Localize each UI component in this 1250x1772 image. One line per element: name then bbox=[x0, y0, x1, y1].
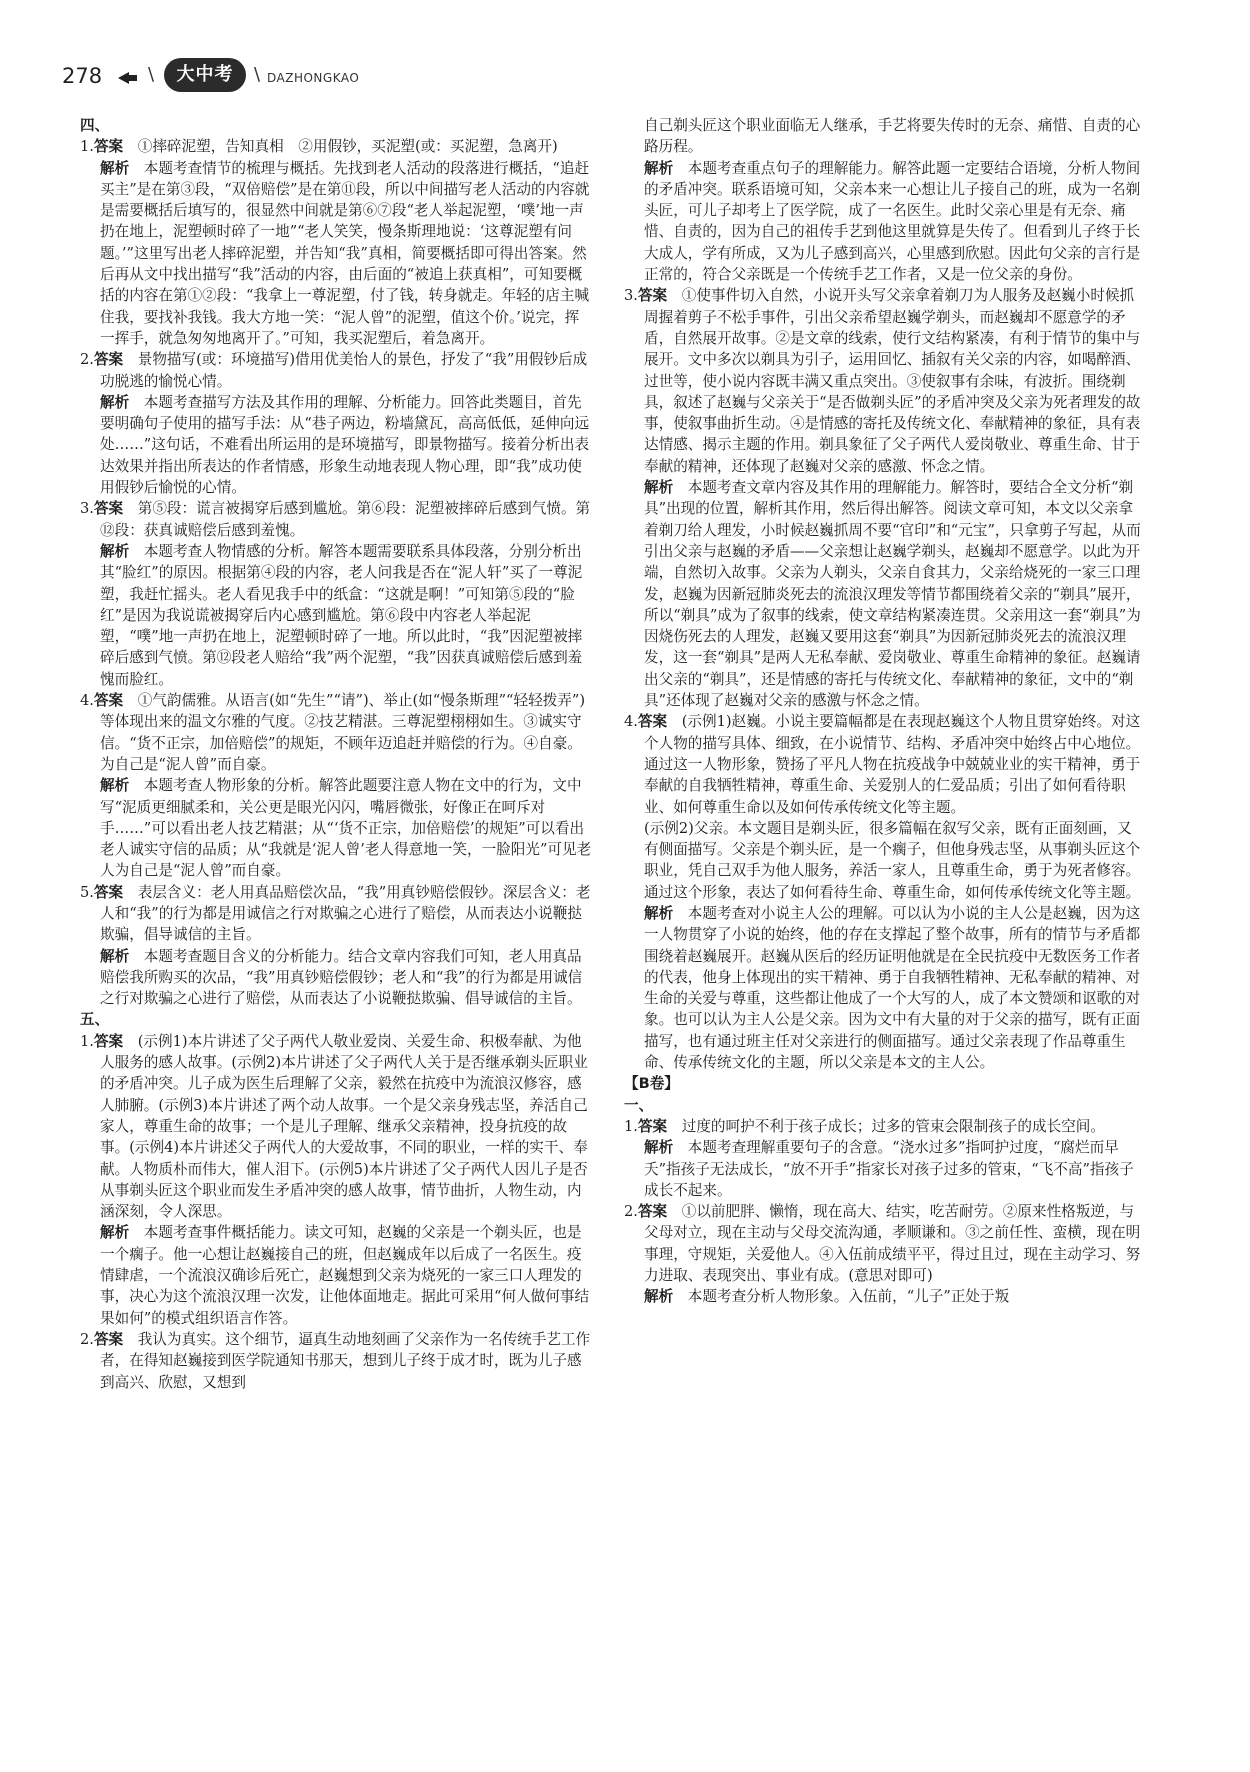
answer-label: 答案 bbox=[637, 1117, 668, 1135]
section-heading: 五、 bbox=[80, 1011, 110, 1029]
answer-item bbox=[80, 349, 593, 392]
brand-badge: 大中考 bbox=[164, 58, 246, 92]
slash-divider: \ bbox=[254, 64, 261, 85]
explanation-item bbox=[80, 946, 593, 1010]
item-number: 1. bbox=[624, 1117, 638, 1135]
answer-text: 景物描写(或：环境描写)借用优美怡人的景色，抒发了“我”用假钞后成功脱逃的愉悦心情。 bbox=[100, 351, 588, 390]
answer-label: 答案 bbox=[93, 883, 124, 901]
explanation-text: 本题考查重点句子的理解能力。解答此题一定要结合语境，分析人物间的矛盾冲突。联系语境可知，父亲本来一心想让儿子接自己的班，成为一名剃头匠，可儿子却考上了医学院，成了一名医生。此时父亲心里是有无奈、痛惜、自责的，因为自己的祖传手艺到他这里就算是失传了。但看到儿子终于长大成人，学有所成，又为儿子感到高兴，心里感到欣慰。因此句父亲的言行是正常的，符合父亲既是一个传统手艺工作者，又是一位父亲的身份。 bbox=[644, 159, 1141, 284]
explanation-label: 解析 bbox=[100, 159, 130, 177]
explanation-label: 解析 bbox=[644, 904, 674, 922]
answer-item bbox=[624, 1116, 1144, 1137]
item-number: 1. bbox=[80, 138, 94, 156]
part-heading: 【B卷】 bbox=[624, 1075, 679, 1093]
answer-text: ①使事件切入自然，小说开头写父亲拿着剃刀为人服务及赵巍小时候抓周握着剪子不松手事件，引出父亲希望赵巍学剃头，而赵巍却不愿意学的矛盾，自然展开故事。②是文章的线索，使行文结构紧凑，有利于情节的集中与展开。文中多次以剃具为引子，运用回忆、插叙有关父亲的内容，如喝醉酒、过世等，使小说内容既丰满又重点突出。③使叙事有余味，有波折。围绕剃具，叙述了赵巍与父亲关于“是否做剃头匠”的矛盾冲突及父亲为死者理发的故事，使叙事曲折生动。④是情感的寄托及传统文化、奉献精神的象征，具有表达情感、揭示主题的作用。剃具象征了父子两代人爱岗敬业、尊重生命、甘于奉献的精神，还体现了赵巍对父亲的感激、怀念之情。 bbox=[644, 287, 1141, 475]
answer-item bbox=[80, 1329, 593, 1393]
brand-name: DAZHONGKAO bbox=[267, 71, 360, 85]
explanation-text: 本题考查事件概括能力。读文可知，赵巍的父亲是一个剃头匠，也是一个瘸子。他一心想让赵巍接自己的班，但赵巍成年以后成了一名医生。疫情肆虐，一个流浪汉确诊后死亡，赵巍想到父亲为烧死的一家三口人理发的事，决心为这个流浪汉理一次发，让他体面地走。据此可采用“何人做何事结果如何”的模式组织语言作答。 bbox=[100, 1224, 590, 1327]
explanation-item bbox=[80, 392, 593, 498]
answer-item bbox=[624, 1201, 1144, 1286]
explanation-label: 解析 bbox=[644, 1139, 674, 1157]
explanation-text: 本题考查题目含义的分析能力。结合文章内容我们可知，老人用真品赔偿我所购买的次品，“我”用真钞赔偿假钞；老人和“我”的行为都是用诚信之行对欺骗之心进行了赔偿，从而表达了小说鞭挞欺骗、倡导诚信的主旨。 bbox=[100, 947, 583, 1008]
answer-item bbox=[80, 136, 593, 157]
arrow-left-icon bbox=[118, 72, 136, 84]
item-number: 4. bbox=[80, 692, 94, 710]
answer-text: ①气韵儒雅。从语言(如“先生”“请”)、举止(如“慢条斯理”“轻轻拨弄”)等体现出来的温文尔雅的气度。②技艺精湛。三尊泥塑栩栩如生。③诚实守信。“货不正宗，加倍赔偿”的规矩，不顾年迈追赶并赔偿的行为。④自豪。为自己是“泥人曾”而自豪。 bbox=[100, 692, 586, 773]
answer-text: ①以前肥胖、懒惰，现在高大、结实，吃苦耐劳。②原来性格叛逆，与父母对立，现在主动与父母交流沟通，孝顺谦和。③之前任性、蛮横，现在明事理，守规矩，关爱他人。④入伍前成绩平平，得过且过，现在主动学习、努力进取、表现突出、事业有成。(意思对即可) bbox=[644, 1203, 1141, 1285]
explanation-item bbox=[624, 477, 1144, 711]
explanation-label: 解析 bbox=[100, 393, 130, 411]
explanation-label: 解析 bbox=[100, 542, 130, 560]
answer-item bbox=[80, 690, 593, 775]
answer-label: 答案 bbox=[93, 1032, 124, 1050]
answer-label: 答案 bbox=[637, 1203, 668, 1221]
explanation-item bbox=[624, 1286, 1144, 1307]
explanation-item bbox=[80, 541, 593, 690]
answer-label: 答案 bbox=[93, 1330, 124, 1348]
explanation-label: 解析 bbox=[644, 1288, 674, 1306]
section-heading: 四、 bbox=[80, 117, 110, 134]
answer-label: 答案 bbox=[93, 351, 124, 369]
explanation-label: 解析 bbox=[644, 479, 674, 497]
explanation-item bbox=[80, 1222, 593, 1328]
explanation-item bbox=[80, 158, 593, 350]
explanation-text: 本题考查理解重要句子的含意。“浇水过多”指呵护过度，“腐烂而早夭”指孩子无法成长，“放不开手”指家长对孩子过多的管束，“飞不高”指孩子成长不起来。 bbox=[644, 1139, 1134, 1199]
answer-item bbox=[624, 711, 1144, 817]
explanation-label: 解析 bbox=[100, 947, 130, 965]
answer-label: 答案 bbox=[93, 692, 124, 710]
item-number: 1. bbox=[80, 1032, 94, 1050]
explanation-text: 本题考查分析人物形象。入伍前，“儿子”正处于叛 bbox=[687, 1288, 1010, 1306]
explanation-label: 解析 bbox=[644, 159, 674, 177]
continued-text: (示例2)父亲。本文题目是剃头匠，很多篇幅在叙写父亲，既有正面刻画，又有侧面描写。父亲是个剃头匠，是一个瘸子，但他身残志坚，从事剃头匠这个职业，凭自己双手为他人服务，养活一家人，且尊重生命，勇于为死者修容。通过这个形象，表达了如何看待生命、尊重生命，如何传承传统文化等主题。 bbox=[644, 819, 1141, 901]
left-column bbox=[80, 115, 593, 1393]
explanation-text: 本题考查情节的梳理与概括。先找到老人活动的段落进行概括，“追赶买主”是在第③段，“双倍赔偿”是在第⑪段，所以中间描写老人活动的内容就是需要概括后填写的，很显然中间就是第⑥⑦段“老人举起泥塑，‘噗’地一声扔在地上，泥塑顿时碎了一地”“老人笑笑，慢条斯理地说：‘这尊泥塑有问题。’”这里写出老人摔碎泥塑，并告知“我”真相，简要概括即可得出答案。然后再从文中找出描写“我”活动的内容，由后面的“被追上获真相”，可知要概括的内容在第①②段：“我拿上一尊泥塑，付了钱，转身就走。年轻的店主喊住我，要找补我钱。我大方地一笑：“泥人曾”的泥塑，值这个价。’说完，挥一挥手，就急匆匆地离开了。”可知，我买泥塑后，着急离开。 bbox=[100, 159, 590, 347]
explanation-label: 解析 bbox=[100, 1224, 130, 1242]
section-heading: 一、 bbox=[624, 1096, 654, 1114]
item-number: 2. bbox=[80, 351, 94, 369]
answer-text: 我认为真实。这个细节，逼真生动地刻画了父亲作为一名传统手艺工作者，在得知赵巍接到医学院通知书那天，想到儿子终于成才时，既为儿子感到高兴、欣慰，又想到 bbox=[100, 1330, 591, 1391]
item-number: 3. bbox=[624, 287, 638, 305]
explanation-label: 解析 bbox=[100, 777, 130, 795]
right-column bbox=[624, 115, 1144, 1308]
explanation-item bbox=[624, 1137, 1144, 1201]
explanation-text: 本题考查人物情感的分析。解答本题需要联系具体段落，分别分析出其“脸红”的原因。根据第④段的内容，老人问我是否在“泥人轩”买了一尊泥塑，我赶忙摇头。老人看见我手中的纸盒：“这就是啊！”可知第⑤段的“脸红”是因为我说谎被揭穿后内心感到尴尬。第⑥段中内容老人举起泥塑，“噗”地一声扔在地上，泥塑顿时碎了一地。所以此时，“我”因泥塑被摔碎后感到气愤。第⑫段老人赔给“我”两个泥塑，“我”因获真诚赔偿后感到羞愧而脸红。 bbox=[100, 542, 583, 688]
answer-text: ①摔碎泥塑，告知真相 ②用假钞，买泥塑(或：买泥塑，急离开) bbox=[137, 138, 558, 156]
answer-text: (示例1)赵巍。小说主要篇幅都是在表现赵巍这个人物且贯穿始终。对这个人物的描写具体、细致，在小说情节、结构、矛盾冲突中始终占中心地位。通过这一人物形象，赞扬了平凡人物在抗疫战争中兢兢业业的实干精神，勇于奉献的自我牺牲精神，尊重生命、关爱别人的仁爱品质；引出了如何看待职业、如何尊重生命以及如何传承传统文化等主题。 bbox=[644, 713, 1141, 816]
item-number: 5. bbox=[80, 883, 94, 901]
answer-text: 过度的呵护不利于孩子成长；过多的管束会限制孩子的成长空间。 bbox=[681, 1117, 1105, 1135]
item-number: 3. bbox=[80, 500, 94, 518]
answer-label: 答案 bbox=[637, 713, 668, 731]
explanation-text: 本题考查文章内容及其作用的理解能力。解答时，要结合全文分析“剃具”出现的位置，解析其作用，然后得出解答。阅读文章可知，本文以父亲拿着剃刀给人理发，小时候赵巍抓周不要“官印”和“元宝”，只拿剪子写起，从而引出父亲与赵巍的矛盾——父亲想让赵巍学剃头，赵巍却不愿意学。以此为开端，自然切入故事。父亲为人剃头，父亲自食其力，父亲给烧死的一家三口理发，赵巍为因新冠肺炎死去的流浪汉理发等情节都围绕着父亲的“剃具”展开，所以“剃具”成为了叙事的线索，使文章结构紧凑连贯。父亲用这一套“剃具”为因烧伤死去的人理发，赵巍又要用这套“剃具”为因新冠肺炎死去的流浪汉理发，这一套“剃具”是两人无私奉献、爱岗敬业、尊重生命精神的象征。赵巍请出父亲的“剃具”，还是情感的寄托与传统文化、奉献精神的象征，文中的“剃具”还体现了赵巍对父亲的感激与怀念之情。 bbox=[644, 479, 1141, 710]
slash-divider: \ bbox=[148, 64, 155, 85]
answer-text: (示例1)本片讲述了父子两代人敬业爱岗、关爱生命、积极奉献、为他人服务的感人故事。(示例2)本片讲述了父子两代人关于是否继承剃头匠职业的矛盾冲突。儿子成为医生后理解了父亲，毅然在抗疫中为流浪汉修容，感人肺腑。(示例3)本片讲述了两个动人故事。一个是父亲身残志坚，养活自己家人，尊重生命的故事；一个是儿子理解、继承父亲精神，投身抗疫的故事。(示例4)本片讲述父子两代人的大爱故事，不同的职业，一样的实干、奉献。人物质朴而伟大，催人泪下。(示例5)本片讲述了父子两代人因儿子是否从事剃头匠这个职业而发生矛盾冲突的感人故事，情节曲折，人物生动，内涵深刻，令人深思。 bbox=[100, 1032, 588, 1221]
explanation-text: 本题考查对小说主人公的理解。可以认为小说的主人公是赵巍，因为这一人物贯穿了小说的始终，他的存在支撑起了整个故事，所有的情节与矛盾都围绕着赵巍展开。赵巍从医后的经历证明他就是在全民抗疫中无数医务工作者的代表，他身上体现出的实干精神、勇于自我牺牲精神、无私奉献的精神、对生命的关爱与尊重，这些都让他成了一个大写的人，成了本文赞颂和讴歌的对象。也可以认为主人公是父亲。因为文中有大量的对于父亲的描写，既有正面描写，也有通过班主任对父亲进行的侧面描写。通过父亲表现了作品尊重生命、传承传统文化的主题，所以父亲是本文的主人公。 bbox=[644, 904, 1141, 1072]
item-number: 4. bbox=[624, 713, 638, 731]
answer-label: 答案 bbox=[93, 500, 124, 518]
item-number: 2. bbox=[80, 1330, 94, 1348]
answer-text: 第⑤段：谎言被揭穿后感到尴尬。第⑥段：泥塑被摔碎后感到气愤。第⑫段：获真诚赔偿后感到羞愧。 bbox=[100, 500, 591, 539]
answer-item bbox=[624, 285, 1144, 477]
explanation-item bbox=[624, 903, 1144, 1073]
explanation-item bbox=[624, 158, 1144, 286]
continued-text: 自己剃头匠这个职业面临无人继承，手艺将要失传时的无奈、痛惜、自责的心路历程。 bbox=[644, 117, 1141, 156]
page-number: 278 bbox=[62, 64, 103, 88]
answer-item bbox=[80, 498, 593, 541]
answer-text: 表层含义：老人用真品赔偿次品，“我”用真钞赔偿假钞。深层含义：老人和“我”的行为都是用诚信之行对欺骗之心进行了赔偿，从而表达小说鞭挞欺骗，倡导诚信的主旨。 bbox=[100, 883, 591, 944]
answer-item bbox=[80, 882, 593, 946]
answer-label: 答案 bbox=[637, 287, 668, 305]
explanation-item bbox=[80, 775, 593, 881]
page-header bbox=[62, 62, 1190, 102]
explanation-text: 本题考查描写方法及其作用的理解、分析能力。回答此类题目，首先要明确句子使用的描写手法：从“巷子两边，粉墙黛瓦，高高低低，延伸向远处……”这句话，不难看出所运用的是环境描写，即景物描写。接着分析出表达效果并指出所表达的作者情感，形象生动地表现人物心理，即“我”成功使用假钞后愉悦的心情。 bbox=[100, 393, 590, 497]
explanation-text: 本题考查人物形象的分析。解答此题要注意人物在文中的行为，文中写“泥质更细腻柔和，关公更是眼光闪闪，嘴唇微张，好像正在呵斥对手……”可以看出老人技艺精湛；从“‘货不正宗，加倍赔偿’的规矩”可以看出老人诚实守信的品质；从“我就是‘泥人曾’老人得意地一笑，一脸阳光”可见老人为自己是“泥人曾”而自豪。 bbox=[100, 777, 592, 880]
answer-label: 答案 bbox=[93, 138, 124, 156]
answer-item bbox=[80, 1031, 593, 1223]
item-number: 2. bbox=[624, 1203, 638, 1221]
